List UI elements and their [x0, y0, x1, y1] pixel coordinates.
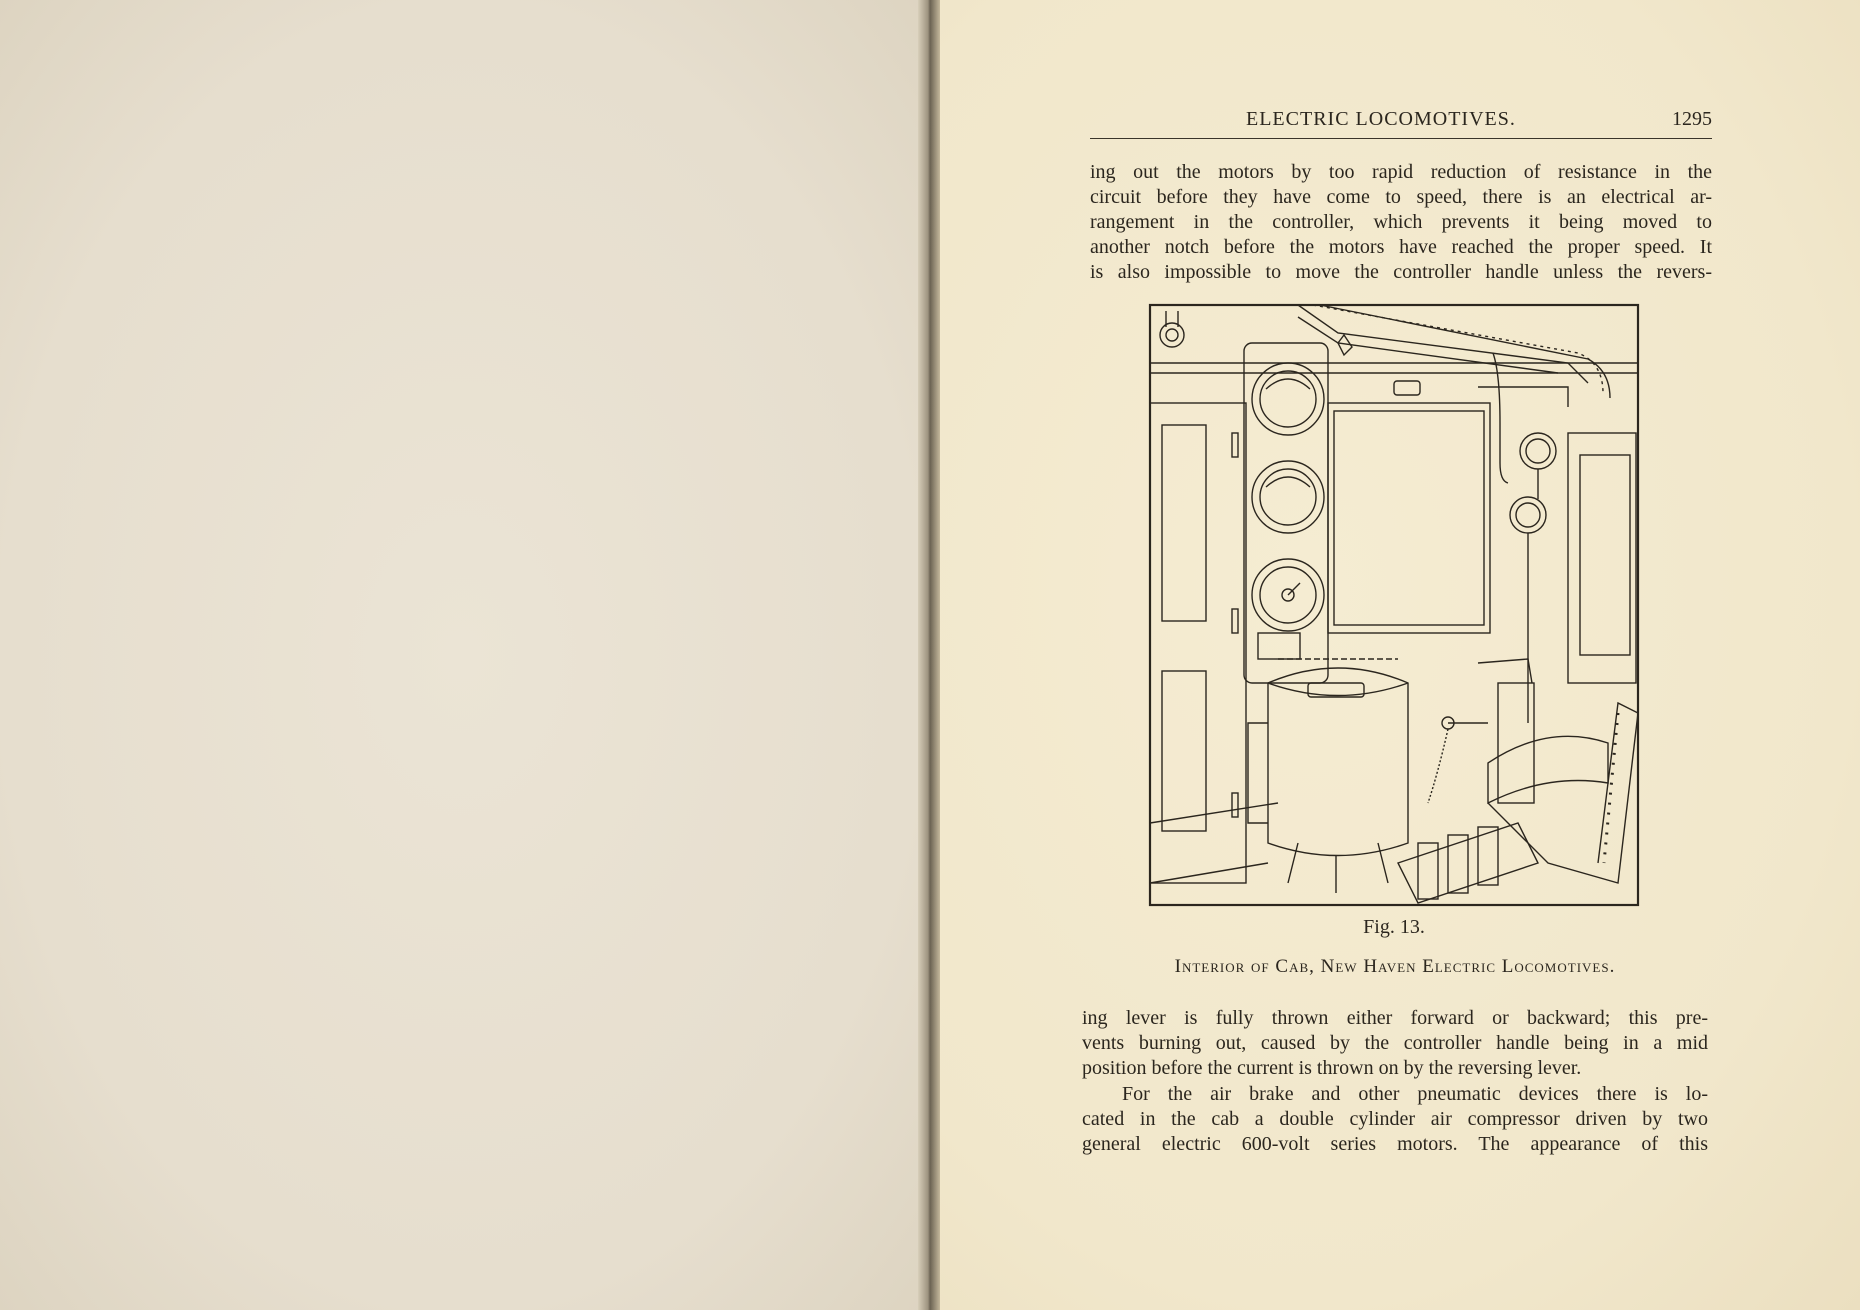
- paragraph-bottom-2: [1082, 1082, 1708, 1157]
- text-line: ing out the motors by too rapid reduction of resistance in the: [1090, 161, 1712, 183]
- text-line: cated in the cab a double cylinder air compressor driven by two: [1082, 1108, 1708, 1130]
- text-line: is also impossible to move the controller handle unless the revers-: [1090, 261, 1712, 283]
- text-line: position before the current is thrown on by the reversing lever.: [1082, 1057, 1582, 1079]
- figure-caption: Interior of Cab, New Haven Electric Locomotives.: [1174, 956, 1616, 977]
- text-line: another notch before the motors have reached the proper speed. It: [1090, 236, 1712, 258]
- running-head: [1090, 108, 1712, 139]
- book-gutter: [918, 0, 940, 1310]
- text-line: For the air brake and other pneumatic devices there is lo-: [1122, 1083, 1708, 1105]
- text-line: general electric 600-volt series motors. The appearance of this: [1082, 1133, 1708, 1155]
- running-head-title: ELECTRIC LOCOMOTIVES.: [1246, 108, 1516, 130]
- paragraph-top: [1090, 160, 1712, 285]
- paragraph-bottom-1: [1082, 1006, 1708, 1081]
- text-line: rangement in the controller, which prevents it being moved to: [1090, 211, 1712, 233]
- cab-interior-illustration: [1148, 303, 1640, 907]
- figure-frame: [1150, 305, 1638, 905]
- left-page-blank: [0, 0, 925, 1310]
- page-number: 1295: [1672, 108, 1712, 130]
- text-line: ing lever is fully thrown either forward or backward; this pre-: [1082, 1007, 1708, 1029]
- figure-label: Fig. 13.: [1363, 916, 1425, 938]
- text-line: circuit before they have come to speed, there is an electrical ar-: [1090, 186, 1712, 208]
- text-line: vents burning out, caused by the controller handle being in a mid: [1082, 1032, 1708, 1054]
